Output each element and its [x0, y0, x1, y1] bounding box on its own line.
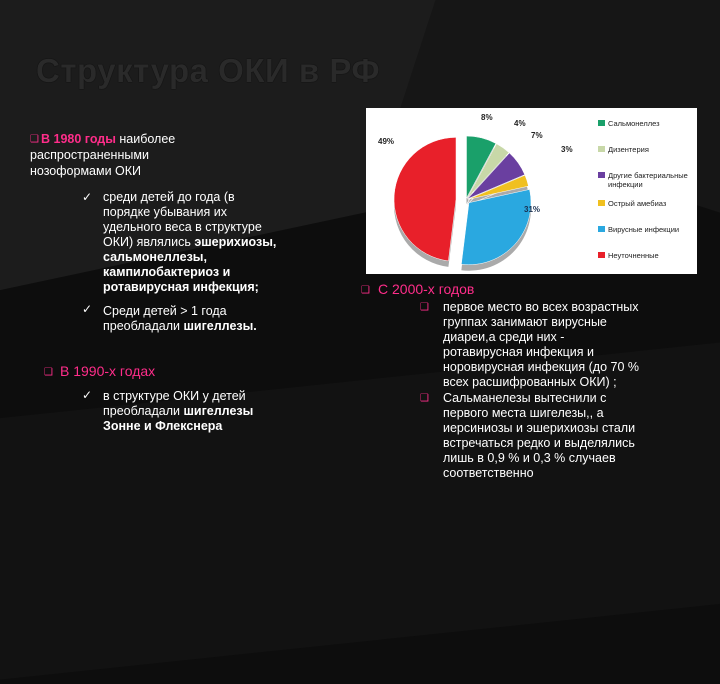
sub-item-line	[103, 235, 276, 249]
legend-swatch	[598, 172, 605, 178]
right-line: встречаться редко и выделялись	[443, 436, 635, 450]
legend-label: Другие бактериальные инфекции	[608, 171, 688, 189]
right-line: всех расшифрованных ОКИ) ;	[443, 375, 617, 389]
legend-label: Дизентерия	[608, 145, 649, 154]
sub-item-bold-line: Зонне и Флекснера	[103, 419, 223, 433]
pie-data-label: 3%	[561, 145, 573, 154]
right-line: норовирусная инфекция (до 70 %	[443, 360, 639, 374]
bullet-icon: ❑	[44, 367, 53, 378]
legend-label: Неуточненные	[608, 251, 659, 260]
slide-title: Структура ОКИ в РФ	[36, 52, 381, 89]
right-line: первое место во всех возрастных	[443, 300, 639, 314]
sub-item-line: удельного веса в структуре	[103, 220, 262, 234]
sub-item-bold: шигеллезы	[183, 404, 254, 418]
section-2000-head: С 2000-х годов	[378, 281, 475, 297]
sub-item-line: порядке убывания их	[103, 205, 227, 219]
legend-label: Сальмонеллез	[608, 119, 660, 128]
pie-chart	[366, 108, 697, 274]
right-line: лишь в 0,9 % и 0,3 % случаев	[443, 451, 616, 465]
legend-swatch	[598, 226, 605, 232]
section-1990-head: В 1990-х годах	[60, 363, 156, 379]
legend-swatch	[598, 252, 605, 258]
pie-chart-svg	[366, 108, 697, 274]
sub-item-bold-line: сальмонеллезы,	[103, 250, 207, 264]
sub-item-line	[103, 319, 257, 333]
section-1980-line-2: распространенными	[30, 148, 149, 162]
sub-item-line	[103, 404, 253, 418]
bullet-icon: ❑	[420, 393, 429, 404]
legend-swatch	[598, 146, 605, 152]
bullet-icon: ❑	[30, 134, 39, 145]
check-icon: ✓	[82, 190, 93, 204]
right-line: Сальманелезы вытеснили с	[443, 391, 607, 405]
check-icon: ✓	[82, 302, 93, 316]
sub-item-text: преобладали	[103, 319, 184, 333]
right-line: соответственно	[443, 466, 534, 480]
sub-item-bold: эшерихиозы,	[194, 235, 277, 249]
right-line: ротавирусная инфекция и	[443, 345, 595, 359]
right-line: иерсиниозы и эшерихиозы стали	[443, 421, 636, 435]
bullet-icon: ❑	[361, 285, 370, 296]
pie-slice	[394, 137, 456, 261]
pie-data-label: 31%	[524, 205, 541, 214]
legend-swatch	[598, 200, 605, 206]
legend-label: Вирусные инфекции	[608, 225, 680, 234]
bullet-icon: ❑	[420, 302, 429, 313]
sub-item-text: ОКИ) являлись	[103, 235, 195, 249]
legend-swatch	[598, 120, 605, 126]
pie-data-label: 49%	[378, 137, 395, 146]
sub-item-line: Среди детей > 1 года	[103, 304, 227, 318]
section-1980-rest: наиболее	[115, 132, 176, 146]
right-line: диареи,а среди них -	[443, 330, 565, 344]
legend-label: Острый амебиаз	[608, 199, 667, 208]
section-1980-line-3: нозоформами ОКИ	[30, 164, 142, 178]
sub-item-bold: шигеллезы.	[183, 319, 257, 333]
pie-data-label: 7%	[531, 131, 543, 140]
section-1980-head: В 1980 годы	[41, 132, 116, 146]
right-line: группах занимают вирусные	[443, 315, 607, 329]
right-line: первого места шигелезы,, а	[443, 406, 604, 420]
pie-data-label: 4%	[514, 119, 526, 128]
sub-item-bold-line: ротавирусная инфекция;	[103, 280, 259, 294]
section-1980-line	[41, 132, 175, 146]
pie-data-label: 8%	[481, 113, 493, 122]
sub-item-line: среди детей до года (в	[103, 190, 235, 204]
sub-item-line: в структуре ОКИ у детей	[103, 389, 246, 403]
sub-item-text: преобладали	[103, 404, 184, 418]
check-icon: ✓	[82, 388, 93, 402]
sub-item-bold-line: кампилобактериоз и	[103, 265, 231, 279]
